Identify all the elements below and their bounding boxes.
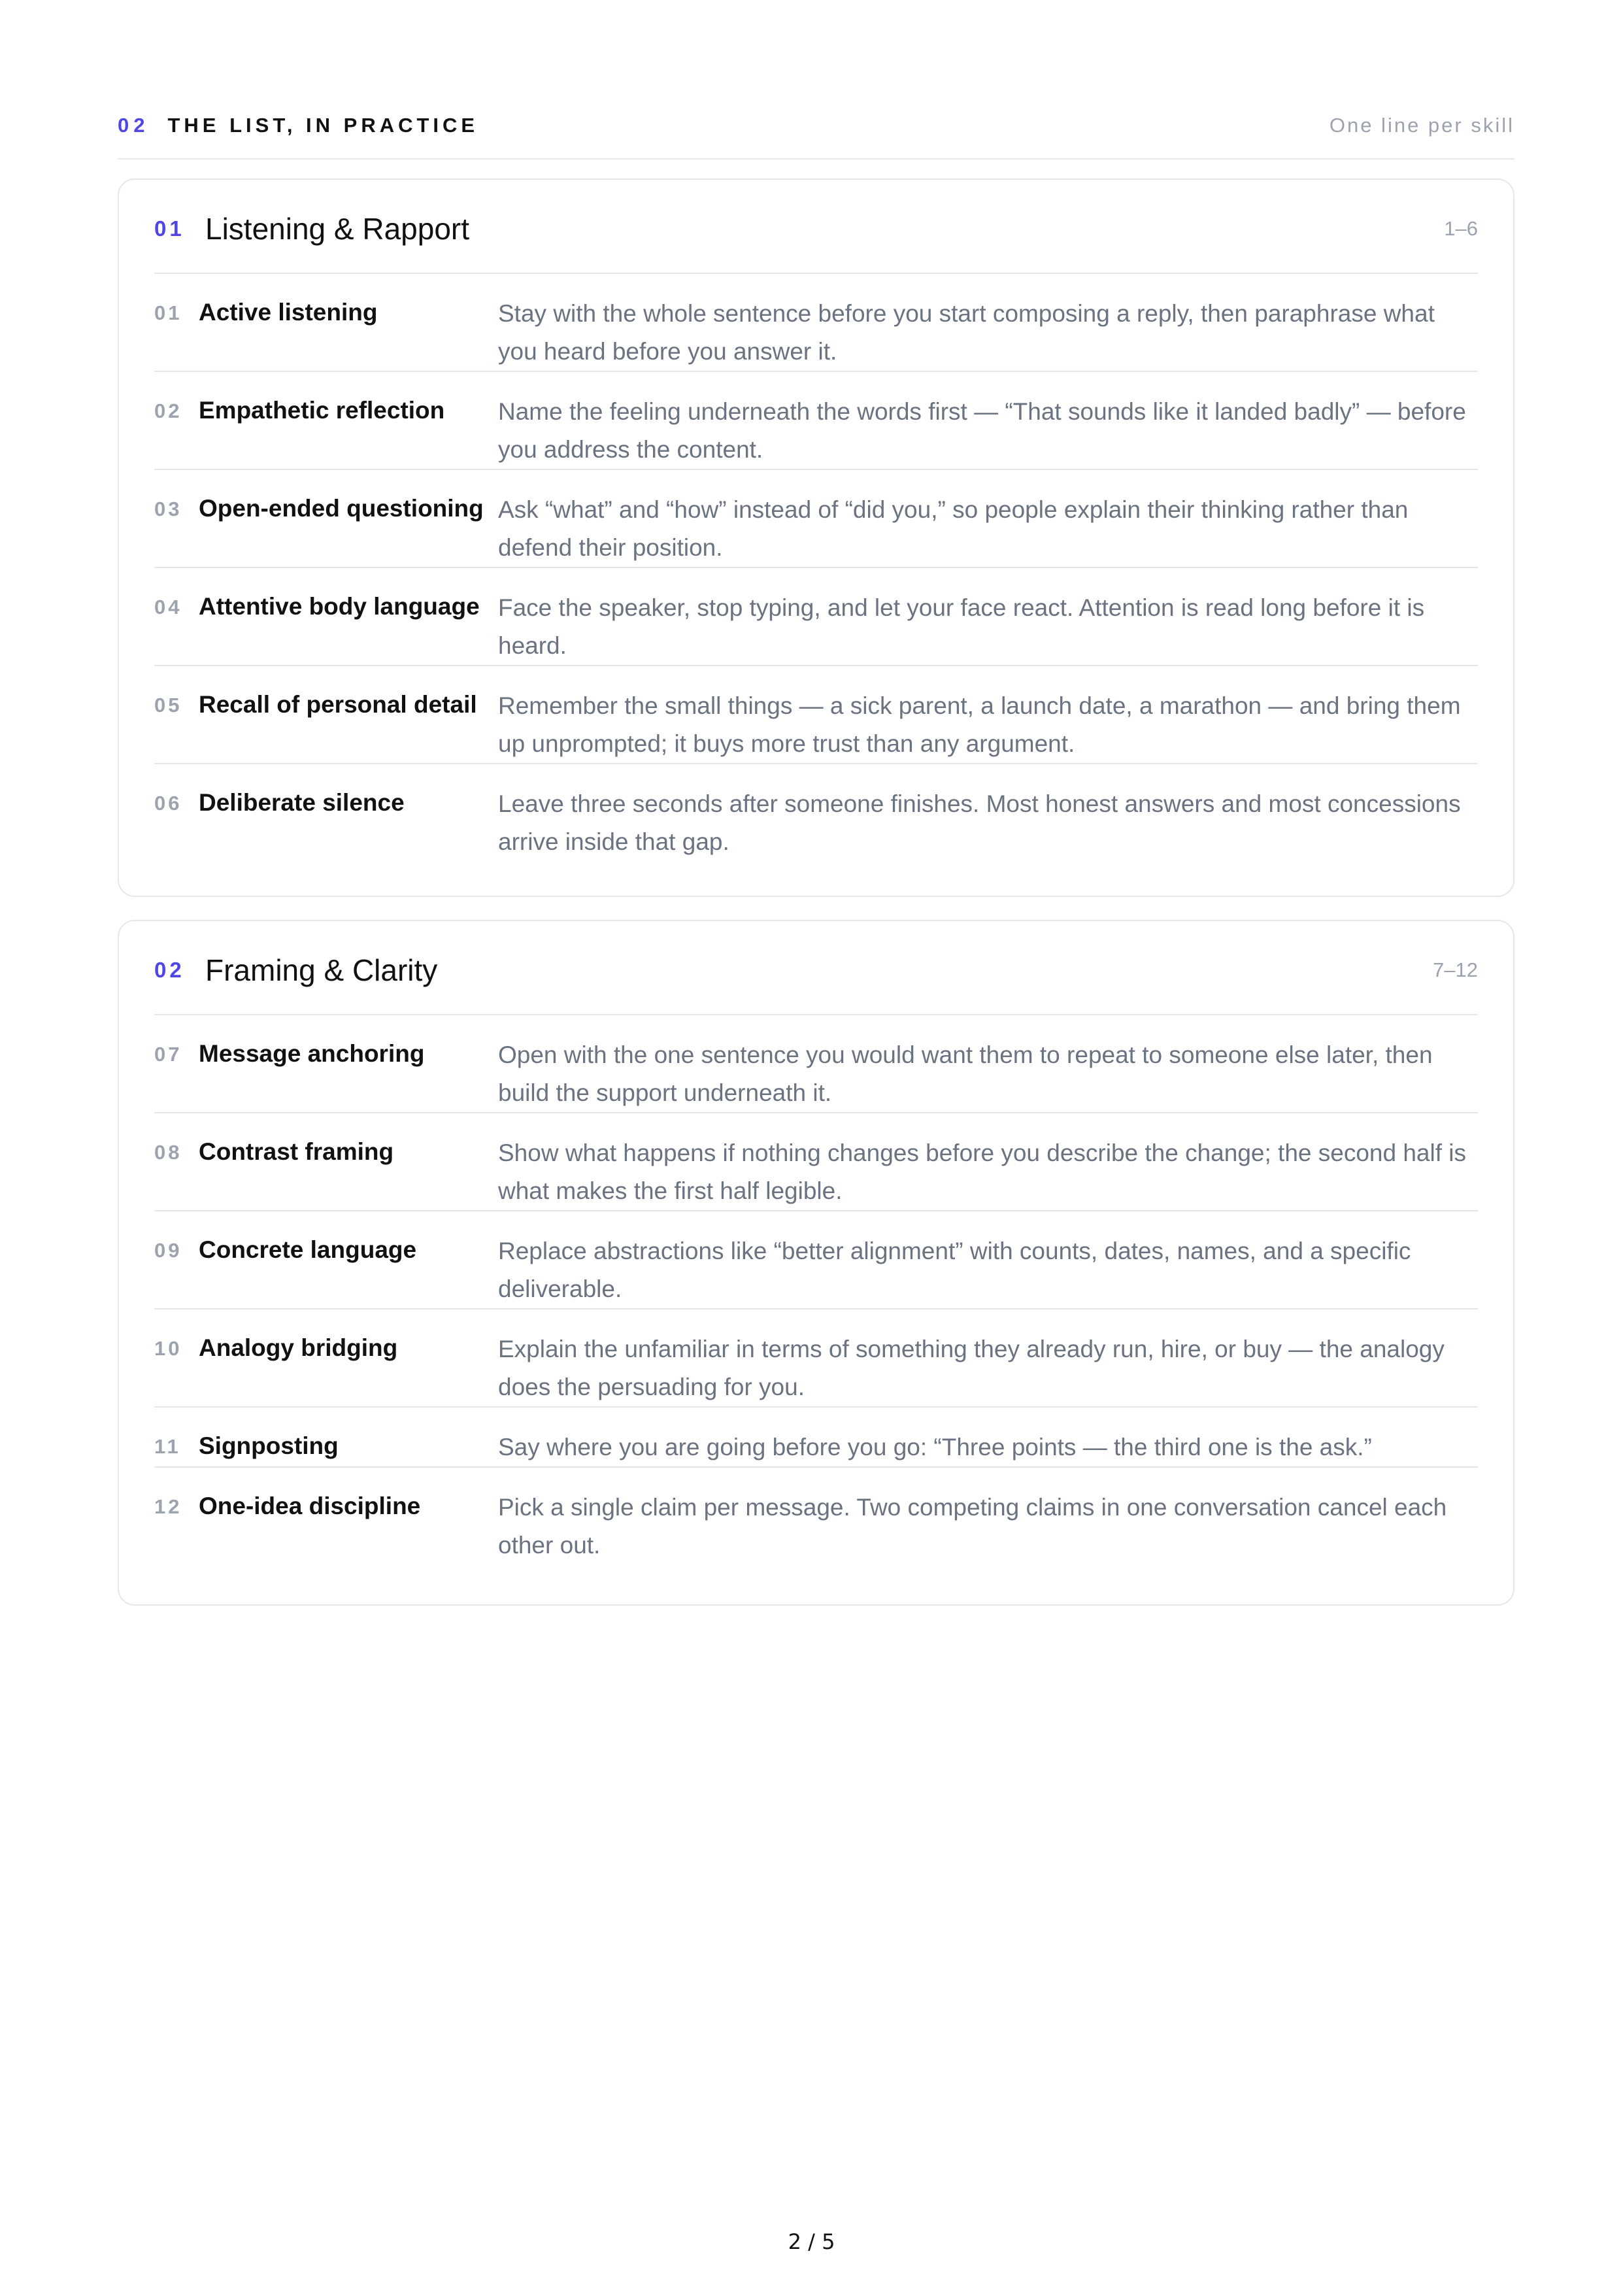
skill-name: Open-ended questioning <box>199 495 484 522</box>
skill-name: Empathetic reflection <box>199 397 445 424</box>
skill-name: Concrete language <box>199 1236 417 1263</box>
skill-name: Signposting <box>199 1432 339 1459</box>
skill-row <box>154 666 1478 764</box>
skill-number: 09 <box>154 1239 182 1262</box>
section-number: 02 <box>118 114 150 137</box>
skill-number: 06 <box>154 792 182 815</box>
skill-name: Contrast framing <box>199 1138 394 1165</box>
skill-number: 03 <box>154 498 182 520</box>
skill-group-card <box>118 920 1514 1606</box>
group-title: Framing & Clarity <box>205 953 438 987</box>
skill-description: Stay with the whole sentence before you start composing a reply, then paraphrase what you heard before you answer it. <box>498 300 1435 365</box>
skill-description: Leave three seconds after someone finishes. Most honest answers and most concessions arrive inside that gap. <box>498 790 1461 855</box>
skill-description: Say where you are going before you go: “Three points — the third one is the ask.” <box>498 1434 1372 1460</box>
skill-row <box>154 1468 1478 1566</box>
skill-description: Remember the small things — a sick parent, a launch date, a marathon — and bring them up unprompted; it buys more trust than any argument. <box>498 692 1461 757</box>
group-title: Listening & Rapport <box>205 212 470 246</box>
skill-number: 07 <box>154 1043 182 1066</box>
skill-name: Attentive body language <box>199 593 480 620</box>
skill-name: Analogy bridging <box>199 1334 398 1361</box>
section-note: One line per skill <box>1329 114 1514 137</box>
skill-row <box>154 1309 1478 1408</box>
group-range: 1–6 <box>1444 217 1478 240</box>
group-number: 02 <box>154 958 185 982</box>
skill-number: 01 <box>154 301 182 324</box>
skill-description: Open with the one sentence you would want them to repeat to someone else later, then build the support underneath it. <box>498 1041 1433 1106</box>
section-heading <box>118 114 478 137</box>
skill-number: 10 <box>154 1337 182 1360</box>
skill-row <box>154 764 1478 862</box>
skill-row <box>154 470 1478 568</box>
group-header <box>154 180 1478 274</box>
skill-name: Deliberate silence <box>199 789 405 816</box>
section-header <box>118 98 1514 160</box>
group-range: 7–12 <box>1433 958 1478 981</box>
skill-number: 04 <box>154 596 182 618</box>
skill-row <box>154 274 1478 372</box>
skill-description: Name the feeling underneath the words first — “That sounds like it landed badly” — before you address the content. <box>498 398 1466 463</box>
skill-group-card <box>118 178 1514 897</box>
skill-row <box>154 372 1478 470</box>
skill-description: Ask “what” and “how” instead of “did you,” so people explain their thinking rather than defend their position. <box>498 496 1409 561</box>
skill-row <box>154 1113 1478 1211</box>
page-indicator: 2 / 5 <box>788 2229 835 2254</box>
skill-row <box>154 568 1478 666</box>
skill-description: Show what happens if nothing changes before you describe the change; the second half is what makes the first half legible. <box>498 1140 1467 1204</box>
skill-name: One-idea discipline <box>199 1493 421 1519</box>
skill-description: Replace abstractions like “better alignment” with counts, dates, names, and a specific deliverable. <box>498 1238 1411 1302</box>
skill-description: Face the speaker, stop typing, and let your face react. Attention is read long before it is heard. <box>498 594 1425 659</box>
skill-number: 02 <box>154 399 182 422</box>
skill-number: 08 <box>154 1141 182 1164</box>
section-title: THE LIST, IN PRACTICE <box>167 114 479 137</box>
skill-row <box>154 1015 1478 1113</box>
skill-name: Active listening <box>199 299 378 326</box>
skill-row <box>154 1408 1478 1468</box>
skill-name: Message anchoring <box>199 1040 425 1067</box>
skill-description: Pick a single claim per message. Two competing claims in one conversation cancel each other out. <box>498 1494 1447 1559</box>
skill-row <box>154 1211 1478 1309</box>
group-header <box>154 921 1478 1015</box>
skill-name: Recall of personal detail <box>199 691 477 718</box>
skill-number: 12 <box>154 1495 182 1518</box>
skill-description: Explain the unfamiliar in terms of something they already run, hire, or buy — the analogy does the persuading for you. <box>498 1336 1445 1400</box>
skill-number: 11 <box>154 1435 181 1458</box>
group-number: 01 <box>154 216 185 241</box>
skill-number: 05 <box>154 694 182 717</box>
